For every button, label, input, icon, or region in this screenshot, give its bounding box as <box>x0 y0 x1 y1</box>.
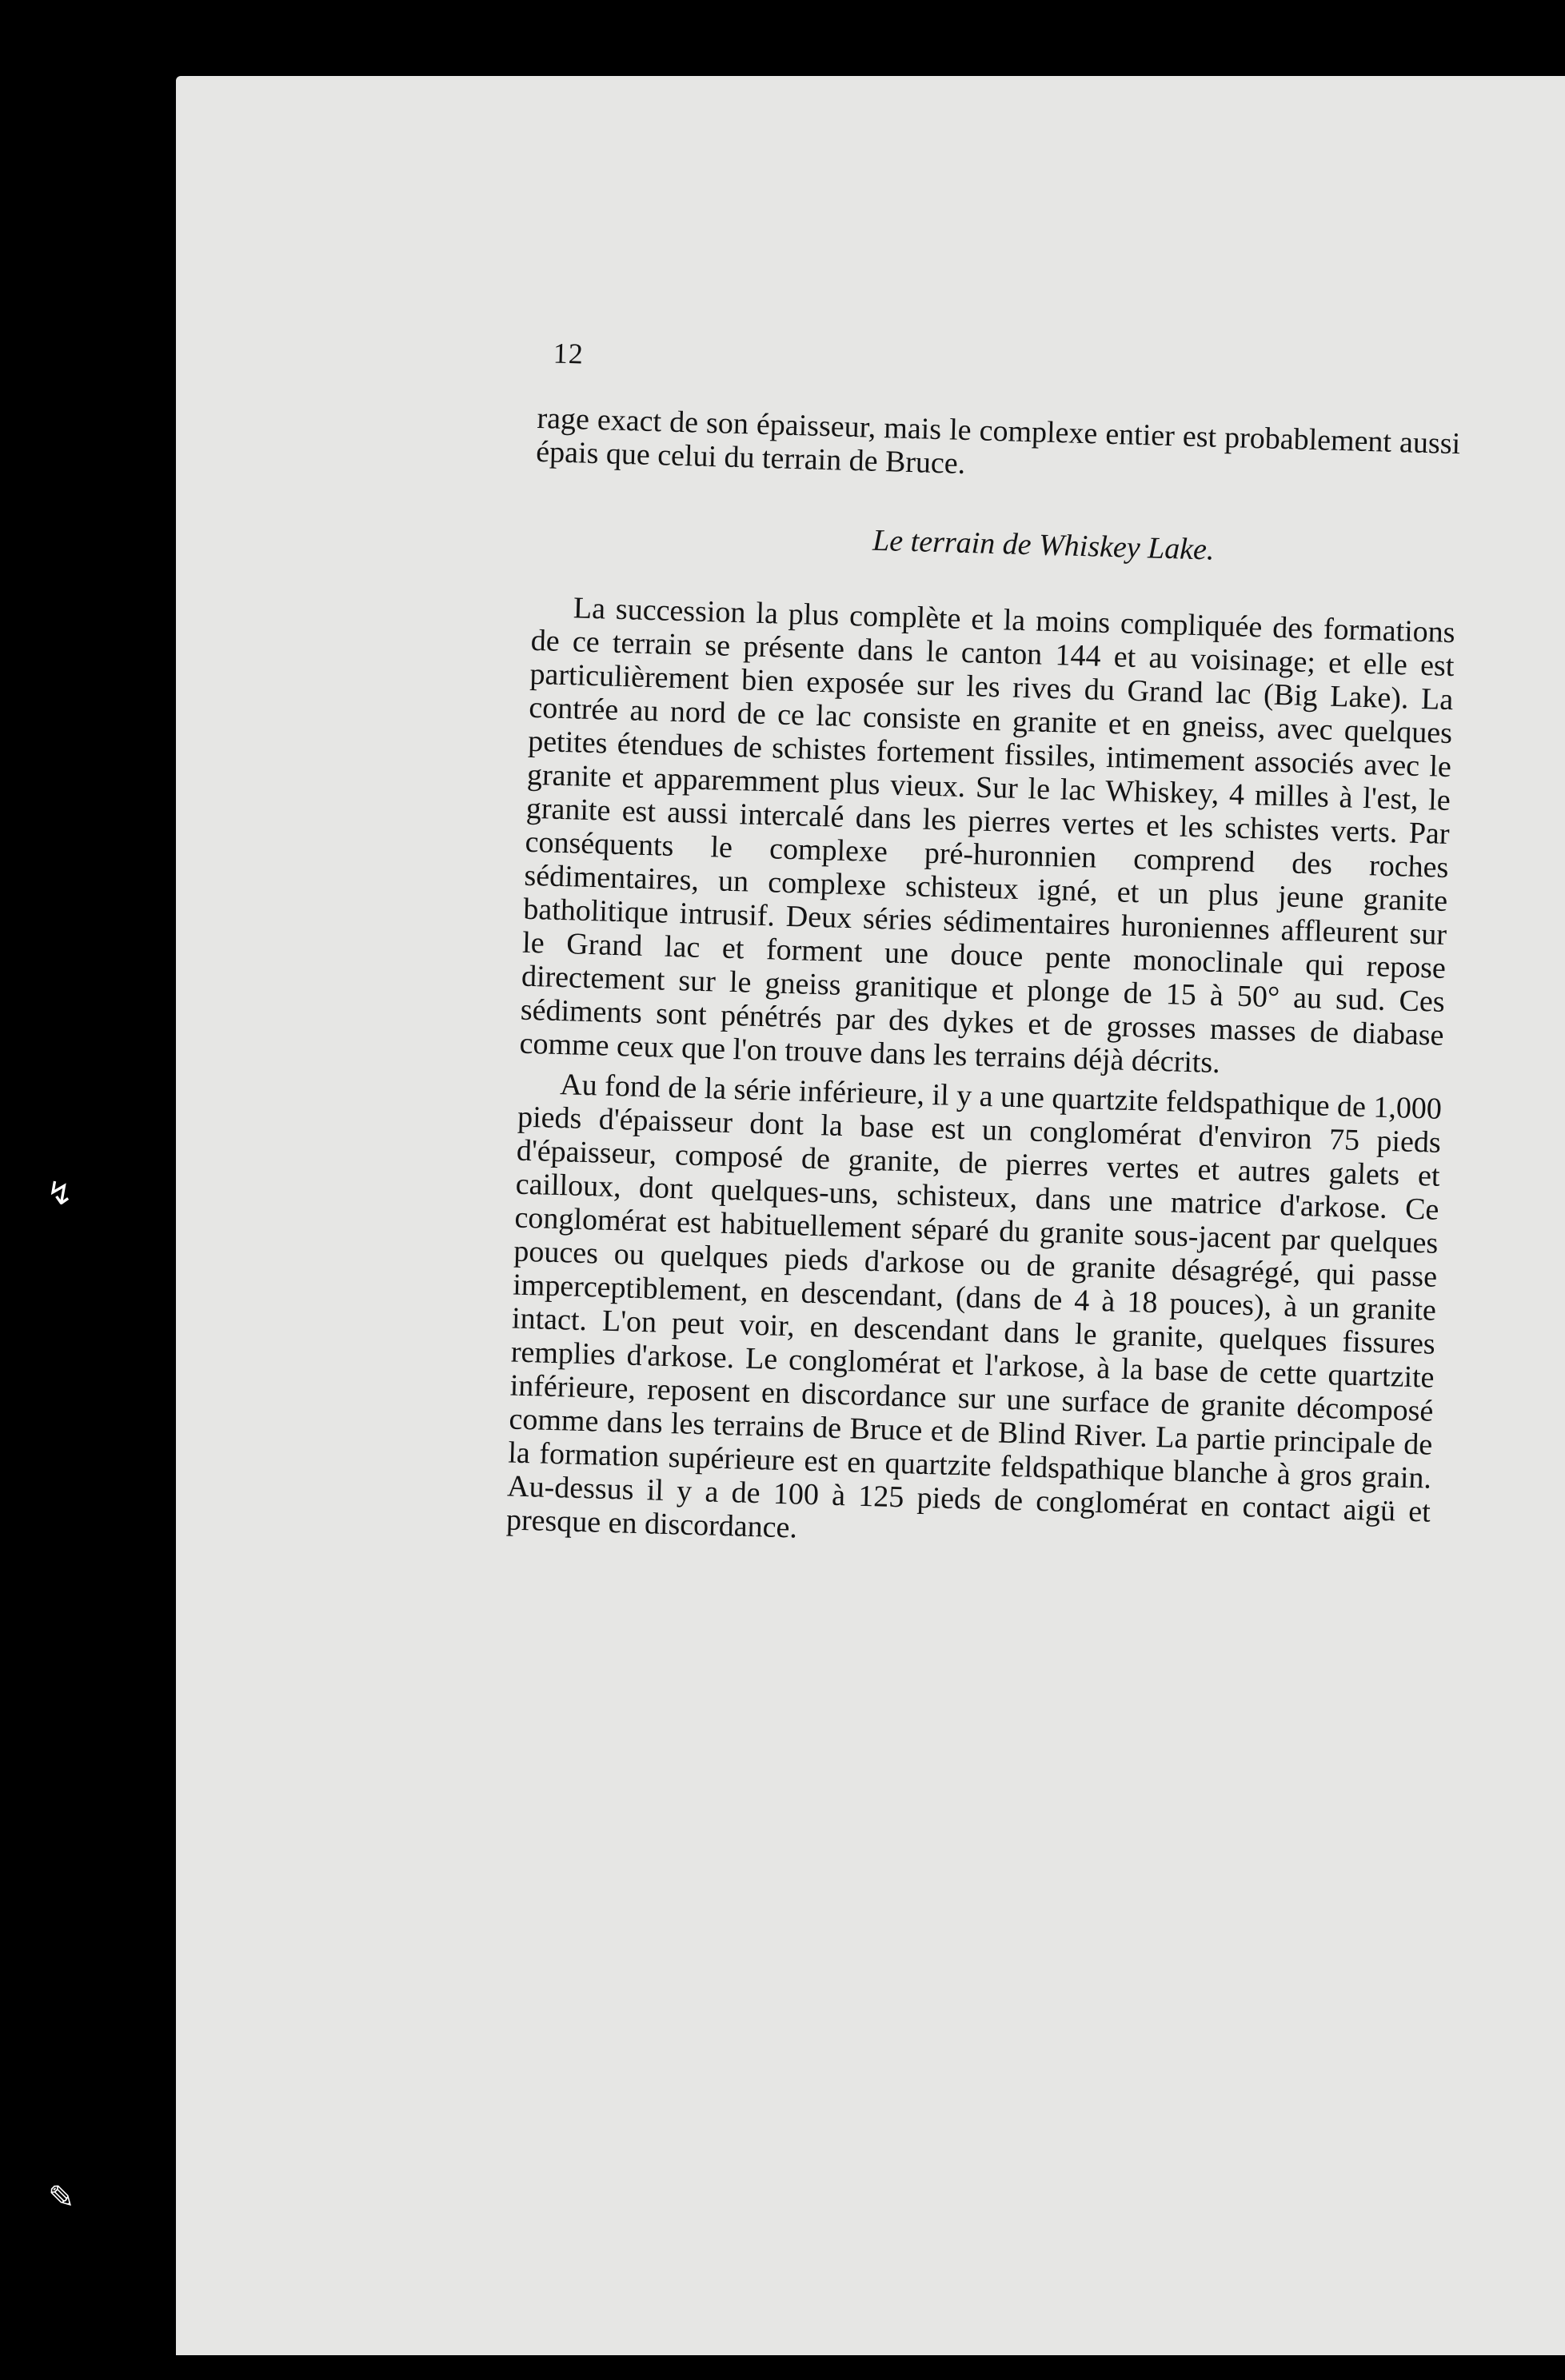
margin-mark-icon: ↯ <box>46 1176 74 1212</box>
margin-mark-icon: ✎ <box>48 2179 75 2216</box>
section-heading: Le terrain de Whiskey Lake. <box>872 523 1216 567</box>
page-number: 12 <box>553 337 585 370</box>
paragraph: La succession la plus complète et la moins compliquée des formations de ce terrain se présente dans le canton 144 et au voisinage; et elle est particulièrement bien exposée sur les rives du Grand lac (Big Lake). La contrée au nord de ce lac consiste en granite et en gneiss, avec quelques petites étendues de schistes fortement fissiles, intimement associés avec le granite et apparemment plus vieux. Sur le lac Whiskey, 4 milles à l'est, le granite est aussi intercalé dans les pierres vertes et les schistes verts. Par conséquents le complexe pré-huronnien comprend des roches sédimentaires, un complexe schisteux igné, et un plus jeune granite batholitique intrusif. Deux séries sédimentaires huroniennes affleurent sur le Grand lac et forment une douce pente monoclinale qui repose directement sur le gneiss granitique et plonge de 15 à 50° au sud. Ces sédiments sont pénétrés par des dykes et de grosses masses de diabase comme ceux que l'on trouve dans les terrains déjà décrits. <box>519 591 1456 1080</box>
paragraph: Au fond de la série inférieure, il y a une quartzite feldspathique de 1,000 pieds d'épaisseur dont la base est un conglomérat d'environ 75 pieds d'épaisseur, composé de granite, de pierres vertes et autres galets et cailloux, dont quelques-uns, schisteux, dans une matrice d'arkose. Ce conglomérat est habituellement séparé du granite sous-jacent par quelques pouces ou quelques pieds d'arkose ou de granite désagrégé, qui passe imperceptiblement, en descendant, (dans de 4 à 18 pouces), à un granite intact. L'on peut voir, en descendant dans le granite, quelques fissures remplies d'arkose. Le conglomérat et l'arkose, à la base de cette quartzite inférieure, reposent en discordance sur une surface de granite décomposé comme dans les terrains de Bruce et de Blind River. La partie principale de la formation supérieure est en quartzite feldspathique blanche à gros grain. Au-dessus il y a de 100 à 125 pieds de conglomérat en contact aigü et presque en discordance. <box>505 1068 1443 1545</box>
page-text-block <box>505 320 1463 1569</box>
paragraph-continuation: rage exact de son épaisseur, mais le complexe entier est probablement aussi épais que celui du terrain de Bruce. <box>535 401 1461 481</box>
